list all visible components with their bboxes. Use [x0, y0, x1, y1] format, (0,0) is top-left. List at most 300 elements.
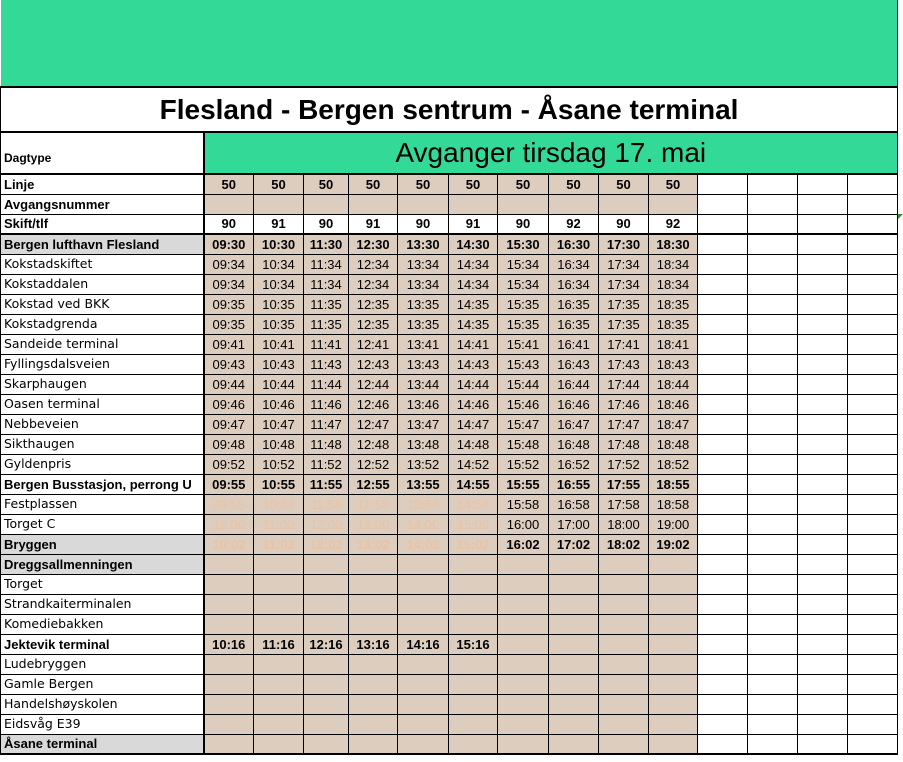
departure-time-cell[interactable]: [498, 714, 549, 734]
empty-cell[interactable]: [848, 474, 898, 494]
departure-time-cell[interactable]: 11:35: [304, 314, 349, 334]
skarphaugen-label[interactable]: Skarphaugen: [1, 374, 204, 394]
empty-cell[interactable]: [798, 194, 848, 214]
departure-time-cell[interactable]: 11:02: [254, 534, 304, 554]
skift-tlf-value-cell[interactable]: 90: [398, 214, 449, 234]
departure-time-cell[interactable]: 09:58: [204, 494, 254, 514]
departure-time-cell[interactable]: 13:52: [398, 454, 449, 474]
departure-time-cell[interactable]: 16:58: [549, 494, 599, 514]
empty-cell[interactable]: [698, 634, 748, 654]
departure-time-cell[interactable]: [649, 574, 698, 594]
linje-label[interactable]: Linje: [1, 174, 204, 194]
departure-time-cell[interactable]: 09:48: [204, 434, 254, 454]
empty-cell[interactable]: [798, 494, 848, 514]
departure-time-cell[interactable]: 16:47: [549, 414, 599, 434]
departure-time-cell[interactable]: [498, 614, 549, 634]
departure-time-cell[interactable]: 17:34: [599, 274, 649, 294]
departure-time-cell[interactable]: 17:46: [599, 394, 649, 414]
avgangsnummer-value-cell[interactable]: [304, 194, 349, 214]
empty-cell[interactable]: [748, 714, 798, 734]
departure-time-cell[interactable]: [304, 614, 349, 634]
departure-time-cell[interactable]: 12:00: [304, 514, 349, 534]
empty-cell[interactable]: [748, 654, 798, 674]
departure-time-cell[interactable]: 12:35: [349, 294, 398, 314]
departure-time-cell[interactable]: [398, 734, 449, 754]
torget-label[interactable]: Torget: [1, 574, 204, 594]
avgangsnummer-value-cell[interactable]: [498, 194, 549, 214]
departure-time-cell[interactable]: 18:34: [649, 254, 698, 274]
empty-cell[interactable]: [748, 354, 798, 374]
departure-time-cell[interactable]: 11:43: [304, 354, 349, 374]
departure-time-cell[interactable]: 11:47: [304, 414, 349, 434]
departure-time-cell[interactable]: [549, 554, 599, 574]
empty-cell[interactable]: [698, 254, 748, 274]
departure-time-cell[interactable]: 14:35: [449, 294, 498, 314]
departure-time-cell[interactable]: [549, 674, 599, 694]
departure-time-cell[interactable]: 18:30: [649, 234, 698, 254]
empty-cell[interactable]: [848, 674, 898, 694]
departure-time-cell[interactable]: 16:44: [549, 374, 599, 394]
departure-time-cell[interactable]: 15:58: [498, 494, 549, 514]
departure-time-cell[interactable]: 12:47: [349, 414, 398, 434]
departure-time-cell[interactable]: [549, 634, 599, 654]
departure-time-cell[interactable]: 15:30: [498, 234, 549, 254]
departure-time-cell[interactable]: [254, 714, 304, 734]
kokstadskiftet-label[interactable]: Kokstadskiftet: [1, 254, 204, 274]
empty-cell[interactable]: [698, 434, 748, 454]
departure-time-cell[interactable]: 18:44: [649, 374, 698, 394]
empty-cell[interactable]: [798, 594, 848, 614]
departure-time-cell[interactable]: [599, 674, 649, 694]
empty-cell[interactable]: [698, 394, 748, 414]
avgangsnummer-value-cell[interactable]: [254, 194, 304, 214]
departure-time-cell[interactable]: [449, 614, 498, 634]
departure-time-cell[interactable]: 14:46: [449, 394, 498, 414]
skift-tlf-label[interactable]: Skift/tlf: [1, 214, 204, 234]
departure-time-cell[interactable]: [398, 574, 449, 594]
empty-cell[interactable]: [798, 214, 848, 234]
sandeide-terminal-label[interactable]: Sandeide terminal: [1, 334, 204, 354]
departure-time-cell[interactable]: [599, 574, 649, 594]
empty-cell[interactable]: [698, 454, 748, 474]
departure-time-cell[interactable]: 11:46: [304, 394, 349, 414]
departure-time-cell[interactable]: 09:35: [204, 314, 254, 334]
departure-time-cell[interactable]: 11:30: [304, 234, 349, 254]
empty-cell[interactable]: [848, 714, 898, 734]
empty-cell[interactable]: [748, 234, 798, 254]
departure-time-cell[interactable]: 15:34: [498, 254, 549, 274]
departure-time-cell[interactable]: [304, 714, 349, 734]
departure-time-cell[interactable]: 13:34: [398, 274, 449, 294]
departure-time-cell[interactable]: 09:44: [204, 374, 254, 394]
departure-time-cell[interactable]: 09:43: [204, 354, 254, 374]
empty-cell[interactable]: [748, 374, 798, 394]
departure-time-cell[interactable]: 16:35: [549, 314, 599, 334]
linje-value-cell[interactable]: 50: [549, 174, 599, 194]
departure-time-cell[interactable]: 15:55: [498, 474, 549, 494]
departure-time-cell[interactable]: 12:43: [349, 354, 398, 374]
departure-time-cell[interactable]: [304, 734, 349, 754]
departure-time-cell[interactable]: [349, 674, 398, 694]
departure-time-cell[interactable]: [204, 614, 254, 634]
departure-time-cell[interactable]: [599, 614, 649, 634]
empty-cell[interactable]: [848, 414, 898, 434]
empty-cell[interactable]: [798, 174, 848, 194]
departure-time-cell[interactable]: 11:52: [304, 454, 349, 474]
departure-time-cell[interactable]: [449, 694, 498, 714]
departure-time-cell[interactable]: [498, 634, 549, 654]
empty-cell[interactable]: [698, 534, 748, 554]
departure-time-cell[interactable]: 11:44: [304, 374, 349, 394]
departure-time-cell[interactable]: 09:46: [204, 394, 254, 414]
empty-cell[interactable]: [698, 294, 748, 314]
empty-cell[interactable]: [698, 174, 748, 194]
empty-cell[interactable]: [698, 474, 748, 494]
departure-time-cell[interactable]: 12:30: [349, 234, 398, 254]
empty-cell[interactable]: [748, 174, 798, 194]
departure-time-cell[interactable]: [449, 574, 498, 594]
departure-time-cell[interactable]: [254, 574, 304, 594]
departure-time-cell[interactable]: [204, 654, 254, 674]
departure-time-cell[interactable]: [449, 714, 498, 734]
empty-cell[interactable]: [748, 194, 798, 214]
sheet-title[interactable]: Flesland - Bergen sentrum - Åsane terminal: [1, 87, 898, 132]
festplassen-label[interactable]: Festplassen: [1, 494, 204, 514]
departure-time-cell[interactable]: 15:52: [498, 454, 549, 474]
linje-value-cell[interactable]: 50: [304, 174, 349, 194]
empty-cell[interactable]: [748, 294, 798, 314]
dagtype-value[interactable]: Avganger tirsdag 17. mai: [204, 132, 898, 174]
empty-cell[interactable]: [798, 714, 848, 734]
empty-cell[interactable]: [848, 174, 898, 194]
komediebakken-label[interactable]: Komediebakken: [1, 614, 204, 634]
kokstadgrenda-label[interactable]: Kokstadgrenda: [1, 314, 204, 334]
departure-time-cell[interactable]: 16:02: [498, 534, 549, 554]
handelshoyskolen-label[interactable]: Handelshøyskolen: [1, 694, 204, 714]
departure-time-cell[interactable]: 14:55: [449, 474, 498, 494]
departure-time-cell[interactable]: 13:47: [398, 414, 449, 434]
skift-tlf-value-cell[interactable]: 90: [599, 214, 649, 234]
departure-time-cell[interactable]: 13:43: [398, 354, 449, 374]
empty-cell[interactable]: [798, 554, 848, 574]
departure-time-cell[interactable]: 14:58: [449, 494, 498, 514]
departure-time-cell[interactable]: [449, 594, 498, 614]
departure-time-cell[interactable]: 16:46: [549, 394, 599, 414]
departure-time-cell[interactable]: 10:02: [204, 534, 254, 554]
departure-time-cell[interactable]: 15:02: [449, 534, 498, 554]
departure-time-cell[interactable]: 18:55: [649, 474, 698, 494]
empty-cell[interactable]: [798, 414, 848, 434]
linje-value-cell[interactable]: 50: [599, 174, 649, 194]
empty-cell[interactable]: [798, 694, 848, 714]
linje-value-cell[interactable]: 50: [649, 174, 698, 194]
empty-cell[interactable]: [848, 214, 898, 234]
departure-time-cell[interactable]: 10:44: [254, 374, 304, 394]
departure-time-cell[interactable]: 12:48: [349, 434, 398, 454]
empty-cell[interactable]: [798, 274, 848, 294]
empty-cell[interactable]: [698, 674, 748, 694]
departure-time-cell[interactable]: [498, 694, 549, 714]
empty-cell[interactable]: [698, 514, 748, 534]
departure-time-cell[interactable]: 13:48: [398, 434, 449, 454]
torget-c-label[interactable]: Torget C: [1, 514, 204, 534]
empty-cell[interactable]: [798, 514, 848, 534]
departure-time-cell[interactable]: [398, 594, 449, 614]
departure-time-cell[interactable]: 18:43: [649, 354, 698, 374]
departure-time-cell[interactable]: [304, 574, 349, 594]
empty-cell[interactable]: [848, 594, 898, 614]
departure-time-cell[interactable]: [349, 594, 398, 614]
departure-time-cell[interactable]: 13:00: [349, 514, 398, 534]
departure-time-cell[interactable]: 10:41: [254, 334, 304, 354]
departure-time-cell[interactable]: 12:46: [349, 394, 398, 414]
empty-cell[interactable]: [848, 494, 898, 514]
eidsvag-e39-label[interactable]: Eidsvåg E39: [1, 714, 204, 734]
empty-cell[interactable]: [798, 614, 848, 634]
departure-time-cell[interactable]: 16:41: [549, 334, 599, 354]
departure-time-cell[interactable]: [649, 614, 698, 634]
empty-cell[interactable]: [748, 694, 798, 714]
linje-value-cell[interactable]: 50: [498, 174, 549, 194]
empty-cell[interactable]: [798, 374, 848, 394]
departure-time-cell[interactable]: 14:34: [449, 274, 498, 294]
avgangsnummer-value-cell[interactable]: [398, 194, 449, 214]
departure-time-cell[interactable]: [254, 674, 304, 694]
empty-cell[interactable]: [698, 194, 748, 214]
empty-cell[interactable]: [748, 334, 798, 354]
empty-cell[interactable]: [748, 534, 798, 554]
departure-time-cell[interactable]: 15:48: [498, 434, 549, 454]
empty-cell[interactable]: [748, 594, 798, 614]
dagtype-label[interactable]: Dagtype: [1, 132, 204, 174]
departure-time-cell[interactable]: [398, 714, 449, 734]
skift-tlf-value-cell[interactable]: 92: [649, 214, 698, 234]
empty-cell[interactable]: [798, 294, 848, 314]
departure-time-cell[interactable]: 14:00: [398, 514, 449, 534]
departure-time-cell[interactable]: 13:58: [398, 494, 449, 514]
empty-cell[interactable]: [748, 614, 798, 634]
empty-cell[interactable]: [748, 414, 798, 434]
departure-time-cell[interactable]: 10:30: [254, 234, 304, 254]
departure-time-cell[interactable]: 15:41: [498, 334, 549, 354]
empty-cell[interactable]: [798, 334, 848, 354]
departure-time-cell[interactable]: 18:48: [649, 434, 698, 454]
empty-cell[interactable]: [748, 574, 798, 594]
empty-cell[interactable]: [748, 514, 798, 534]
departure-time-cell[interactable]: [349, 574, 398, 594]
departure-time-cell[interactable]: 16:52: [549, 454, 599, 474]
departure-time-cell[interactable]: 12:34: [349, 254, 398, 274]
linje-value-cell[interactable]: 50: [398, 174, 449, 194]
departure-time-cell[interactable]: 11:16: [254, 634, 304, 654]
departure-time-cell[interactable]: [649, 734, 698, 754]
empty-cell[interactable]: [848, 274, 898, 294]
empty-cell[interactable]: [698, 374, 748, 394]
avgangsnummer-value-cell[interactable]: [599, 194, 649, 214]
departure-time-cell[interactable]: 09:47: [204, 414, 254, 434]
avgangsnummer-value-cell[interactable]: [649, 194, 698, 214]
departure-time-cell[interactable]: 12:35: [349, 314, 398, 334]
departure-time-cell[interactable]: [254, 654, 304, 674]
departure-time-cell[interactable]: 19:00: [649, 514, 698, 534]
empty-cell[interactable]: [848, 574, 898, 594]
departure-time-cell[interactable]: 10:55: [254, 474, 304, 494]
empty-cell[interactable]: [748, 734, 798, 754]
departure-time-cell[interactable]: 14:02: [398, 534, 449, 554]
empty-cell[interactable]: [748, 454, 798, 474]
empty-cell[interactable]: [798, 634, 848, 654]
departure-time-cell[interactable]: [649, 634, 698, 654]
departure-time-cell[interactable]: 16:34: [549, 254, 599, 274]
empty-cell[interactable]: [698, 234, 748, 254]
departure-time-cell[interactable]: 18:46: [649, 394, 698, 414]
empty-cell[interactable]: [798, 454, 848, 474]
departure-time-cell[interactable]: 09:55: [204, 474, 254, 494]
departure-time-cell[interactable]: 14:48: [449, 434, 498, 454]
departure-time-cell[interactable]: 12:34: [349, 274, 398, 294]
departure-time-cell[interactable]: 17:34: [599, 254, 649, 274]
avgangsnummer-value-cell[interactable]: [349, 194, 398, 214]
departure-time-cell[interactable]: [649, 694, 698, 714]
departure-time-cell[interactable]: 14:41: [449, 334, 498, 354]
departure-time-cell[interactable]: 16:00: [498, 514, 549, 534]
departure-time-cell[interactable]: [304, 594, 349, 614]
departure-time-cell[interactable]: 15:00: [449, 514, 498, 534]
departure-time-cell[interactable]: 11:00: [254, 514, 304, 534]
departure-time-cell[interactable]: [398, 674, 449, 694]
green-header-band[interactable]: [1, 0, 898, 87]
departure-time-cell[interactable]: 18:35: [649, 314, 698, 334]
departure-time-cell[interactable]: 14:34: [449, 254, 498, 274]
skift-tlf-value-cell[interactable]: 91: [349, 214, 398, 234]
departure-time-cell[interactable]: 14:44: [449, 374, 498, 394]
bergen-busstasjon-perrong-u-label[interactable]: Bergen Busstasjon, perrong U: [1, 474, 204, 494]
departure-time-cell[interactable]: [449, 554, 498, 574]
empty-cell[interactable]: [698, 274, 748, 294]
departure-time-cell[interactable]: [649, 594, 698, 614]
departure-time-cell[interactable]: 16:35: [549, 294, 599, 314]
empty-cell[interactable]: [748, 494, 798, 514]
departure-time-cell[interactable]: [304, 554, 349, 574]
departure-time-cell[interactable]: [254, 594, 304, 614]
empty-cell[interactable]: [748, 254, 798, 274]
departure-time-cell[interactable]: [599, 634, 649, 654]
departure-time-cell[interactable]: 11:55: [304, 474, 349, 494]
empty-cell[interactable]: [798, 434, 848, 454]
empty-cell[interactable]: [848, 634, 898, 654]
departure-time-cell[interactable]: 09:41: [204, 334, 254, 354]
departure-time-cell[interactable]: 15:43: [498, 354, 549, 374]
empty-cell[interactable]: [698, 594, 748, 614]
departure-time-cell[interactable]: [304, 654, 349, 674]
departure-time-cell[interactable]: 11:34: [304, 274, 349, 294]
departure-time-cell[interactable]: 13:35: [398, 314, 449, 334]
departure-time-cell[interactable]: 15:47: [498, 414, 549, 434]
departure-time-cell[interactable]: 17:48: [599, 434, 649, 454]
departure-time-cell[interactable]: 13:41: [398, 334, 449, 354]
empty-cell[interactable]: [848, 614, 898, 634]
ludebryggen-label[interactable]: Ludebryggen: [1, 654, 204, 674]
departure-time-cell[interactable]: 09:34: [204, 274, 254, 294]
departure-time-cell[interactable]: 18:41: [649, 334, 698, 354]
departure-time-cell[interactable]: [498, 554, 549, 574]
departure-time-cell[interactable]: 17:02: [549, 534, 599, 554]
empty-cell[interactable]: [798, 254, 848, 274]
departure-time-cell[interactable]: [599, 554, 649, 574]
departure-time-cell[interactable]: [549, 594, 599, 614]
departure-time-cell[interactable]: 16:43: [549, 354, 599, 374]
departure-time-cell[interactable]: [254, 554, 304, 574]
departure-time-cell[interactable]: 12:16: [304, 634, 349, 654]
fyllingsdalsveien-label[interactable]: Fyllingsdalsveien: [1, 354, 204, 374]
departure-time-cell[interactable]: 13:02: [349, 534, 398, 554]
departure-time-cell[interactable]: [498, 574, 549, 594]
empty-cell[interactable]: [698, 354, 748, 374]
departure-time-cell[interactable]: 18:47: [649, 414, 698, 434]
empty-cell[interactable]: [698, 654, 748, 674]
strandkaiterminalen-label[interactable]: Strandkaiterminalen: [1, 594, 204, 614]
departure-time-cell[interactable]: 15:16: [449, 634, 498, 654]
departure-time-cell[interactable]: 16:48: [549, 434, 599, 454]
departure-time-cell[interactable]: [349, 614, 398, 634]
empty-cell[interactable]: [748, 214, 798, 234]
departure-time-cell[interactable]: 13:44: [398, 374, 449, 394]
departure-time-cell[interactable]: 10:34: [254, 274, 304, 294]
empty-cell[interactable]: [798, 354, 848, 374]
departure-time-cell[interactable]: [449, 654, 498, 674]
empty-cell[interactable]: [748, 434, 798, 454]
gyldenpris-label[interactable]: Gyldenpris: [1, 454, 204, 474]
departure-time-cell[interactable]: [349, 694, 398, 714]
empty-cell[interactable]: [848, 434, 898, 454]
empty-cell[interactable]: [848, 374, 898, 394]
departure-time-cell[interactable]: 18:02: [599, 534, 649, 554]
empty-cell[interactable]: [798, 654, 848, 674]
empty-cell[interactable]: [748, 674, 798, 694]
empty-cell[interactable]: [848, 514, 898, 534]
departure-time-cell[interactable]: 10:48: [254, 434, 304, 454]
empty-cell[interactable]: [698, 214, 748, 234]
departure-time-cell[interactable]: [254, 734, 304, 754]
empty-cell[interactable]: [848, 654, 898, 674]
departure-time-cell[interactable]: 16:34: [549, 274, 599, 294]
departure-time-cell[interactable]: 17:30: [599, 234, 649, 254]
empty-cell[interactable]: [698, 694, 748, 714]
bergen-lufthavn-flesland-label[interactable]: Bergen lufthavn Flesland: [1, 234, 204, 254]
departure-time-cell[interactable]: 10:47: [254, 414, 304, 434]
departure-time-cell[interactable]: [398, 654, 449, 674]
departure-time-cell[interactable]: [599, 734, 649, 754]
kokstad-ved-bkk-label[interactable]: Kokstad ved BKK: [1, 294, 204, 314]
departure-time-cell[interactable]: 12:02: [304, 534, 349, 554]
empty-cell[interactable]: [798, 474, 848, 494]
departure-time-cell[interactable]: 13:30: [398, 234, 449, 254]
departure-time-cell[interactable]: [254, 694, 304, 714]
empty-cell[interactable]: [748, 394, 798, 414]
empty-cell[interactable]: [848, 194, 898, 214]
empty-cell[interactable]: [798, 534, 848, 554]
empty-cell[interactable]: [848, 334, 898, 354]
kokstaddalen-label[interactable]: Kokstaddalen: [1, 274, 204, 294]
departure-time-cell[interactable]: 11:58: [304, 494, 349, 514]
departure-time-cell[interactable]: 11:41: [304, 334, 349, 354]
departure-time-cell[interactable]: [449, 674, 498, 694]
departure-time-cell[interactable]: [398, 694, 449, 714]
departure-time-cell[interactable]: 13:35: [398, 294, 449, 314]
departure-time-cell[interactable]: 14:43: [449, 354, 498, 374]
departure-time-cell[interactable]: [498, 734, 549, 754]
departure-time-cell[interactable]: 16:30: [549, 234, 599, 254]
